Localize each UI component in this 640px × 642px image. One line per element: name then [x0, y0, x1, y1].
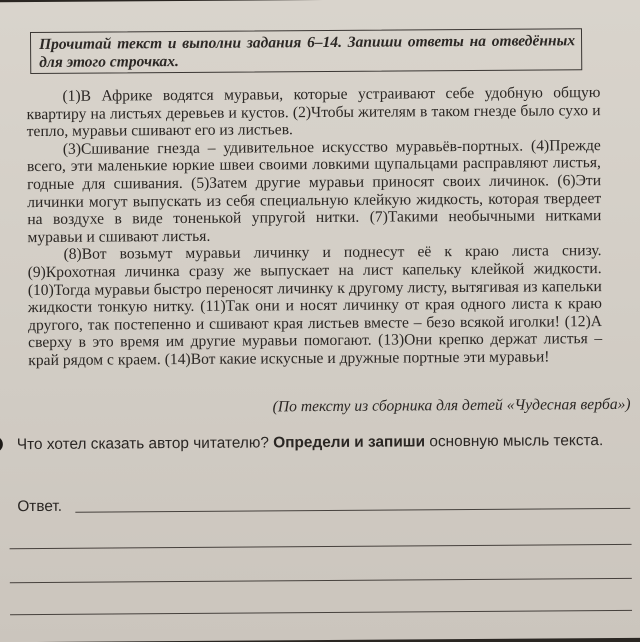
story-paragraph-2: (3)Сшивание гнезда – удивительное искусство муравьёв-портных. (4)Прежде всего, эти маленькие юркие швеи своими ловкими щупальцами расправляют листья, годные для сшивания. (5)Затем другие муравьи приносят своих личинок. (6)Эти личинки могут выпускать из себя специальную клейкую жидкость, которая твердеет на воздухе в виде тоненькой упругой нитки. (7)Такими необычными нитками муравьи и сшивают листья. — [26, 136, 602, 246]
answer-line-2[interactable] — [10, 544, 632, 549]
story-paragraph-1: (1)В Африке водятся муравьи, которые устраивают себе удобную общую квартиру на листьях деревьев и кустов. (2)Чтобы жителям в таком гнезде было сухо и тепло, муравьи сшивают его из листьев. — [26, 84, 601, 141]
question-text — [17, 431, 607, 455]
question-prefix: Что хотел сказать автор читателю? — [16, 434, 269, 454]
text-source: (По тексту из сборника для детей «Чудесная верба») — [272, 395, 631, 416]
answer-line-1[interactable] — [75, 508, 630, 513]
question-number-mark — [0, 436, 3, 452]
answer-line-4[interactable] — [10, 610, 632, 615]
task-instruction-box — [30, 28, 582, 74]
question-instruction-bold: Определи и запиши — [273, 433, 426, 452]
story-paragraph-3: (8)Вот возьмут муравьи личинку и поднесут её к краю листа снизу. (9)Крохотная личинка сразу же выпускает на лист капельку клейкой жидкости. (10)Тогда муравьи быстро переносят личинку к другому листу, вытягивая из капельки жидкости тонкую нитку. (11)Так они и носят личинку от края одного листа к краю другого, так постепенно и сшивают края листьев вместе – безо всякой иголки! (12)А сверху в это время им другие муравьи помогают. (13)Они крепко держат листья – край рядом с краем. (14)Вот какие искусные и дружные портные эти муравьи! — [27, 242, 603, 369]
answer-line-3[interactable] — [10, 578, 632, 583]
question-suffix: основную мысль текста. — [429, 432, 604, 451]
reading-text — [26, 84, 602, 370]
answer-label: Ответ. — [17, 497, 63, 516]
task-instruction: Прочитай текст и выполни задания 6–14. Запиши ответы на отведённых для этого строчках. — [39, 32, 576, 71]
